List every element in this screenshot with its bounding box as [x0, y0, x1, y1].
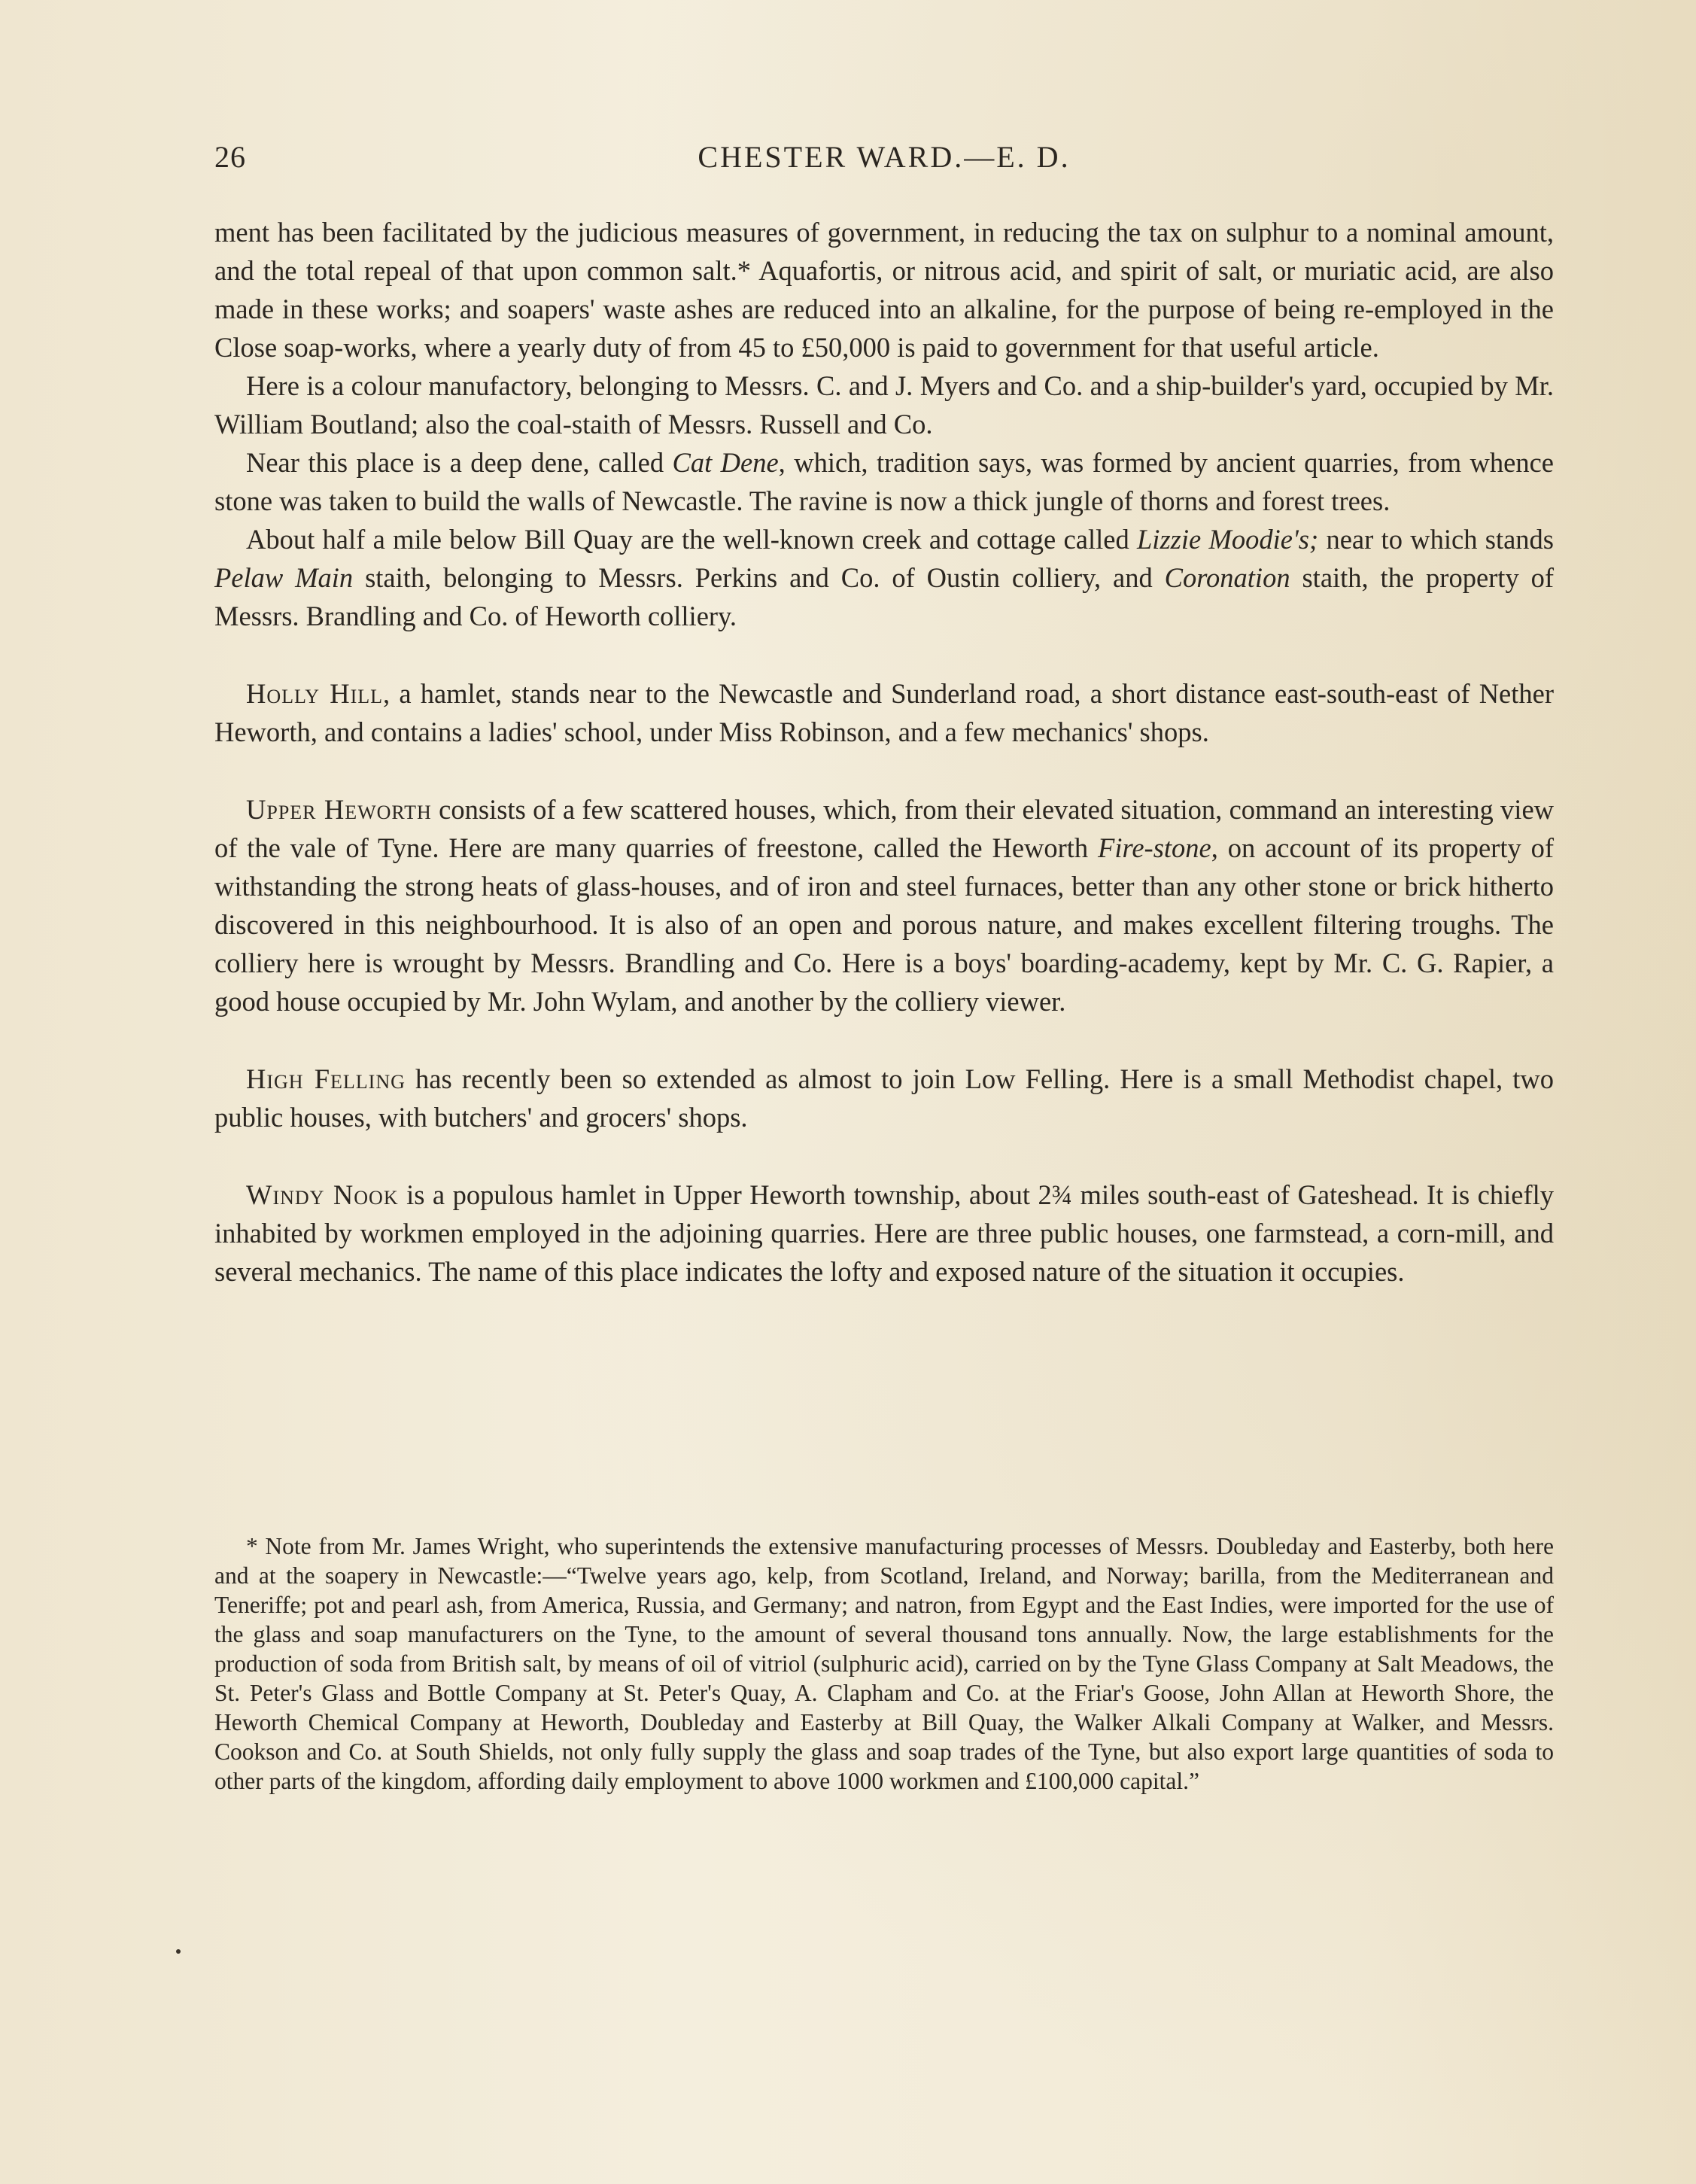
text-segment: Near this place is a deep dene, called — [246, 447, 673, 478]
place-name-italic: Lizzie Moodie's; — [1137, 524, 1319, 555]
paragraph-colour-manufactory: Here is a colour manufactory, belonging to Messrs. C. and J. Myers and Co. and a ship-builder's yard, occupied by Mr. William Boutland; also the coal-staith of Messrs. Russell and Co. — [214, 370, 1554, 440]
page-header — [214, 139, 1554, 192]
paragraph-bill-quay — [214, 520, 1554, 635]
text-segment: , on account of its property of withstanding the strong heats of glass-houses, and of iron and steel furnaces, better than any other stone or brick hitherto discovered in this neighbourhood. It is also of an open and porous nature, and makes excellent filtering troughs. The colliery here is wrought by Messrs. Brandling and Co. Here is a boys' boarding-academy, kept by Mr. C. G. Rapier, a good house occupied by Mr. John Wylam, and another by the colliery viewer. — [214, 832, 1554, 1017]
place-name-italic: Coronation — [1164, 562, 1290, 593]
term-italic: Fire-stone — [1098, 832, 1211, 863]
section-high-felling — [214, 1060, 1554, 1136]
running-head: CHESTER WARD.—E. D. — [698, 140, 1071, 174]
section-heading: High Felling — [246, 1063, 406, 1094]
section-heading: Upper Heworth — [246, 794, 432, 825]
place-name-italic: Cat Dene — [672, 447, 779, 478]
text-segment: is a populous hamlet in Upper Heworth township, about 2¾ miles south-east of Gateshead. It is chiefly inhabited by workmen employed in the adjoining quarries. Here are three public houses, one farmstead, a corn-mill, and several mechanics. The name of this place indicates the lofty and exposed nature of the situation it occupies. — [214, 1179, 1554, 1287]
section-heading: Holly Hill — [246, 678, 384, 709]
section-holly-hill — [214, 674, 1554, 751]
paragraph-cat-dene — [214, 443, 1554, 520]
section-gap — [214, 635, 1554, 674]
section-windy-nook — [214, 1176, 1554, 1291]
text-segment: consists of a few scattered houses, which, from their elevated situation, command an interesting view of the vale of Tyne. Here are many quarries of freestone, called the Heworth — [214, 794, 1555, 863]
page-number: 26 — [214, 140, 246, 174]
footnote — [214, 1532, 1554, 1796]
section-upper-heworth — [214, 790, 1554, 1021]
text-segment: near to which stands — [1318, 524, 1554, 555]
section-heading: Windy Nook — [246, 1179, 399, 1210]
text-segment: , which, tradition says, was formed by ancient quarries, from whence stone was taken to build the walls of Newcastle. The ravine is now a thick jungle of thorns and forest trees. — [214, 447, 1554, 516]
text-segment: has recently been so extended as almost to join Low Felling. Here is a small Methodist chapel, two public houses, with butchers' and grocers' shops. — [214, 1063, 1554, 1133]
section-gap — [214, 751, 1554, 790]
text-segment: staith, the property of Messrs. Brandling and Co. of Heworth colliery. — [214, 562, 1554, 631]
section-gap — [214, 1021, 1554, 1060]
paragraph-continued: ment has been facilitated by the judicious measures of government, in reducing the tax on sulphur to a nominal amount, and the total repeal of that upon common salt.* Aquafortis, or nitrous acid, and spirit of salt, or muriatic acid, are also made in these works; and soapers' waste ashes are reduced into an alkaline, for the purpose of being re-employed in the Close soap-works, where a yearly duty of from 45 to £50,000 is paid to government for that useful article. — [214, 217, 1554, 363]
body-text — [214, 213, 1554, 1291]
text-segment: , a hamlet, stands near to the Newcastle and Sunderland road, a short distance east-south-east of Nether Heworth, and contains a ladies' school, under Miss Robinson, and a few mechanics' shops. — [214, 678, 1554, 747]
ink-speck — [176, 1949, 181, 1954]
section-gap — [214, 1136, 1554, 1176]
text-segment: About half a mile below Bill Quay are the well-known creek and cottage called — [246, 524, 1137, 555]
footnote-text: * Note from Mr. James Wright, who superintends the extensive manufacturing processes of Messrs. Doubleday and Easterby, both here and at the soapery in Newcastle:—“Twelve years ago, kelp, from Scotland, Ireland, and Norway; barilla, from the Mediterranean and Teneriffe; pot and pearl ash, from America, Russia, and Germany; and natron, from Egypt and the East Indies, were imported for the use of the glass and soap manufacturers on the Tyne, to the amount of several thousand tons annually. Now, the large establishments for the production of soda from British salt, by means of oil of vitriol (sulphuric acid), carried on by the Tyne Glass Company at Salt Meadows, the St. Peter's Glass and Bottle Company at St. Peter's Quay, A. Clapham and Co. at the Friar's Goose, John Allan at Heworth Shore, the Heworth Chemical Company at Heworth, Doubleday and Easterby at Bill Quay, the Walker Alkali Company at Walker, and Messrs. Cookson and Co. at South Shields, not only fully supply the glass and soap trades of the Tyne, but also export large quantities of soda to other parts of the kingdom, affording daily employment to above 1000 workmen and £100,000 capital.” — [214, 1533, 1554, 1794]
place-name-italic: Pelaw Main — [214, 562, 354, 593]
text-segment: staith, belonging to Messrs. Perkins and Co. of Oustin colliery, and — [353, 562, 1165, 593]
